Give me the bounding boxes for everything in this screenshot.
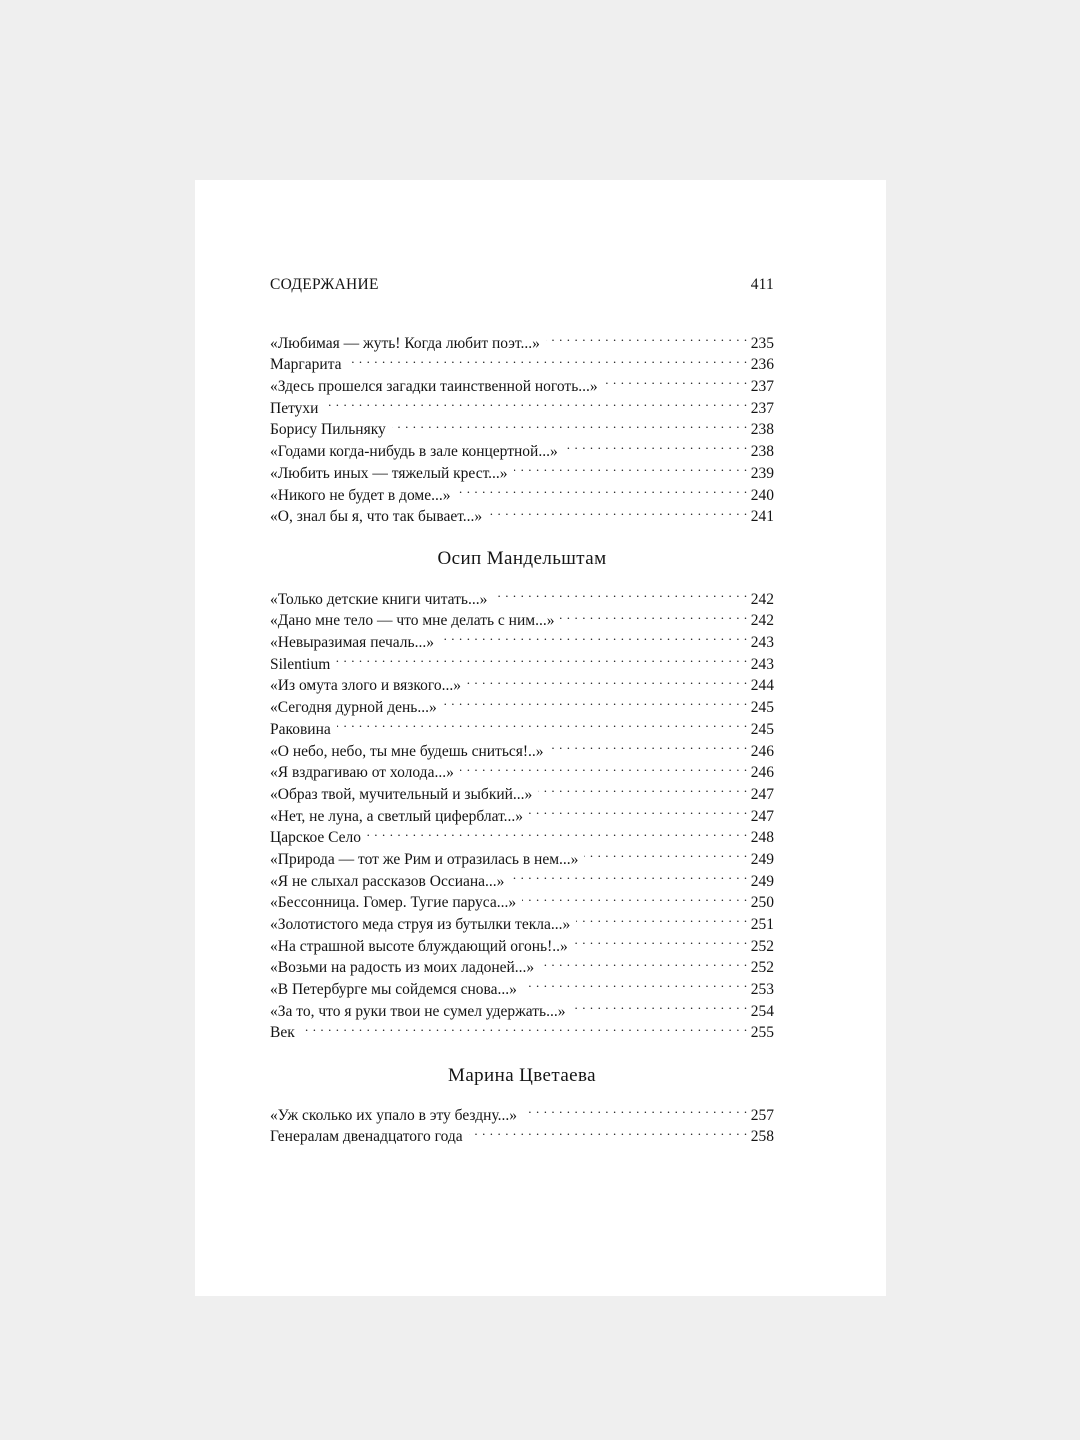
- toc-entry-page: 252: [750, 937, 774, 955]
- book-page: [195, 180, 886, 1296]
- dot-leader: [336, 647, 749, 669]
- toc-entry: [270, 1098, 774, 1124]
- toc-entry-page: 252: [750, 959, 774, 977]
- section-heading-tsvetaeva: Марина Цветаева: [448, 1065, 596, 1086]
- dot-leader: [456, 478, 749, 500]
- toc-entry-page: 243: [750, 655, 774, 673]
- toc-entry-page: 235: [750, 334, 774, 352]
- dot-leader: [576, 907, 750, 929]
- toc-entry-title: «За то, что я руки твои не сумел удержать...»: [270, 1002, 566, 1020]
- dot-leader: [522, 886, 750, 908]
- toc-entry: [270, 391, 774, 417]
- toc-entry-page: 246: [750, 742, 774, 760]
- toc-entry-page: 237: [750, 399, 774, 417]
- toc-entry-page: 244: [750, 677, 774, 695]
- dot-leader: [572, 994, 750, 1016]
- toc-entry-title: Петухи: [270, 399, 319, 417]
- dot-leader: [584, 842, 749, 864]
- toc-entry-page: 238: [750, 421, 774, 439]
- dot-leader: [469, 1120, 750, 1142]
- toc-entry: [270, 413, 774, 439]
- toc-entry-page: 250: [750, 894, 774, 912]
- toc-entry-page: 238: [750, 443, 774, 461]
- dot-leader: [560, 604, 749, 626]
- toc-list-block1: [270, 326, 774, 526]
- toc-list-mandelstam: [270, 582, 774, 1042]
- toc-entry-page: 237: [750, 378, 774, 396]
- toc-entry-title: Век: [270, 1024, 295, 1042]
- toc-entry-page: 253: [750, 981, 774, 999]
- dot-leader: [440, 625, 750, 647]
- dot-leader: [443, 690, 750, 712]
- dot-leader: [488, 500, 750, 522]
- toc-entry-page: 245: [750, 720, 774, 738]
- dot-leader: [460, 756, 750, 778]
- toc-entry-page: 242: [750, 612, 774, 630]
- toc-entry-page: 246: [750, 764, 774, 782]
- toc-entry-page: 258: [750, 1128, 774, 1146]
- toc-entry-page: 254: [750, 1002, 774, 1020]
- toc-entry-title: «Только детские книги читать...»: [270, 590, 488, 608]
- toc-entry-page: 257: [750, 1106, 774, 1124]
- dot-leader: [550, 734, 750, 756]
- toc-entry-title: «Золотистого меда струя из бутылки текла...»: [270, 916, 571, 933]
- dot-leader: [529, 799, 750, 821]
- dot-leader: [337, 712, 750, 734]
- dot-leader: [514, 456, 750, 478]
- toc-entry-title: Борису Пильняку: [270, 421, 386, 439]
- toc-entry-title: «Сегодня дурной день...»: [270, 699, 437, 717]
- dot-leader: [538, 777, 749, 799]
- dot-leader: [367, 821, 750, 843]
- toc-entry: [270, 669, 774, 695]
- toc-entry-page: 255: [750, 1024, 774, 1042]
- dot-leader: [301, 1016, 750, 1038]
- toc-entry: [270, 582, 774, 608]
- dot-leader: [493, 582, 749, 604]
- toc-entry-title: «Возьми на радость из моих ладоней...»: [270, 959, 535, 977]
- toc-entry-title: «О, знал бы я, что так бывает...»: [270, 508, 483, 526]
- toc-entry-page: 245: [750, 699, 774, 717]
- dot-leader: [392, 413, 750, 435]
- toc-entry-title: «На страшной высоте блуждающий огонь!..»: [270, 937, 568, 955]
- toc-entry-title: «Никого не будет в доме...»: [270, 486, 451, 504]
- toc-entry-page: 240: [750, 486, 774, 504]
- toc-entry-title: «В Петербурге мы сойдемся снова...»: [270, 981, 517, 999]
- toc-entry-page: 249: [750, 850, 774, 868]
- toc-entry-title: «Дано мне тело — что мне делать с ним...»: [270, 612, 555, 630]
- toc-entry-title: «Уж сколько их упало в эту бездну...»: [270, 1106, 518, 1124]
- toc-entry-page: 247: [750, 807, 774, 825]
- toc-entry-title: «Нет, не луна, а светлый циферблат...»: [270, 807, 524, 825]
- toc-entry-title: «Из омута злого и вязкого...»: [270, 677, 462, 695]
- toc-entry-title: «Любимая — жуть! Когда любит поэт...»: [270, 334, 540, 352]
- toc-entry-title: «О небо, небо, ты мне будешь сниться!..»: [270, 742, 544, 760]
- toc-entry-title: «Природа — тот же Рим и отразилась в нем...»: [270, 850, 579, 868]
- toc-entry-page: 247: [750, 785, 774, 803]
- page-number: 411: [750, 276, 774, 293]
- toc-entry-title: «Любить иных — тяжелый крест...»: [270, 464, 508, 482]
- dot-leader: [564, 434, 750, 456]
- toc-entry-page: 241: [750, 508, 774, 526]
- dot-leader: [546, 326, 750, 348]
- toc-entry-title: «Годами когда-нибудь в зале концертной...»: [270, 443, 558, 461]
- toc-list-tsvetaeva: [270, 1098, 774, 1146]
- dot-leader: [467, 669, 750, 691]
- running-head: [270, 276, 774, 294]
- toc-entry-title: «Невыразимая печаль...»: [270, 634, 434, 652]
- toc-entry-page: 248: [750, 829, 774, 847]
- toc-entry: [270, 647, 774, 673]
- running-head-title: СОДЕРЖАНИЕ: [270, 276, 379, 293]
- toc-entry: [270, 712, 774, 738]
- toc-entry-title: «Здесь прошелся загадки таинственной ноготь...»: [270, 378, 598, 396]
- dot-leader: [324, 391, 749, 413]
- toc-entry-page: 236: [750, 356, 774, 374]
- toc-entry-title: Маргарита: [270, 356, 342, 374]
- dot-leader: [540, 951, 750, 973]
- toc-entry-title: Генералам двенадцатого года: [270, 1128, 463, 1146]
- toc-entry-title: Silentium: [270, 655, 331, 673]
- dot-leader: [523, 1098, 750, 1120]
- toc-entry-page: 242: [750, 590, 774, 608]
- toc-entry-page: 251: [750, 916, 774, 933]
- dot-leader: [510, 864, 749, 886]
- toc-entry-title: «Образ твой, мучительный и зыбкий...»: [270, 785, 533, 803]
- toc-entry-page: 239: [750, 464, 774, 482]
- toc-entry-title: Царское Село: [270, 829, 362, 847]
- dot-leader: [348, 348, 750, 370]
- dot-leader: [604, 369, 750, 391]
- toc-entry-page: 243: [750, 634, 774, 652]
- toc-entry-page: 249: [750, 872, 774, 890]
- dot-leader: [523, 972, 750, 994]
- toc-entry: [270, 734, 774, 760]
- toc-entry-title: «Бессонница. Гомер. Тугие паруса...»: [270, 894, 517, 912]
- toc-entry-title: «Я вздрагиваю от холода...»: [270, 764, 454, 782]
- dot-leader: [574, 929, 750, 951]
- toc-entry: [270, 1016, 774, 1042]
- toc-entry-title: «Я не слыхал рассказов Оссиана...»: [270, 872, 505, 890]
- section-heading-mandelstam: Осип Мандельштам: [437, 548, 607, 569]
- toc-entry-title: Раковина: [270, 720, 331, 738]
- toc-entry: [270, 326, 774, 352]
